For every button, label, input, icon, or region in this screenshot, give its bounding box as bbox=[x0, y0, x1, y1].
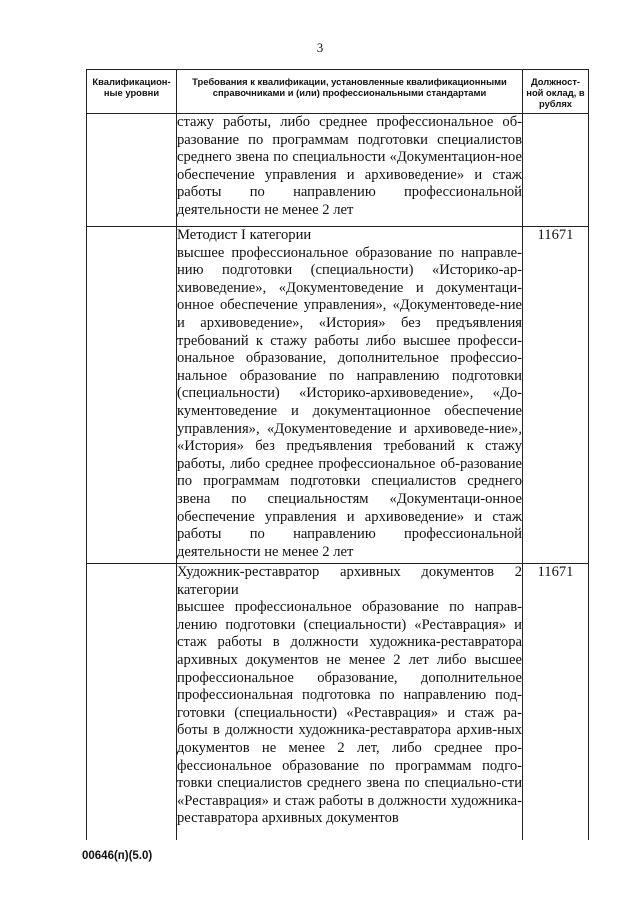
position-title: Методист I категории bbox=[177, 227, 312, 243]
header-requirements: Требования к квалификации, установленные квалификационными справочниками и (или) профессиональными стандартами bbox=[177, 70, 523, 114]
position-title: Художник-реставратор архивных документов 2 категории bbox=[177, 564, 522, 598]
salary-cell bbox=[523, 114, 589, 227]
header-levels: Квалификацион-ные уровни bbox=[87, 70, 177, 114]
requirements-cell bbox=[177, 114, 523, 227]
qualification-table bbox=[86, 69, 589, 840]
requirements-cell bbox=[177, 564, 523, 840]
requirements-text: стажу работы, либо среднее профессиональное об-разование по программам подготовки специалистов среднего звена по специальности «Документацион-ное обеспечение управления и архивоведение» и стаж работы по направлению профессиональной деятельности не менее 2 лет bbox=[177, 114, 522, 218]
page-number: 3 bbox=[316, 40, 324, 55]
requirements-text: высшее профессиональное образование по направле-нию подготовки (специальности) «Историко-ар-хивоведение», «Документоведение и документаци-онное обеспечение управления», «Документоведе-ние и архивоведение», «История» без предъявления требований к стажу работы либо высшее професси-ональное образование, дополнительное профессио-нальное образование по направлению подготовки (специальности) «Историко-архивоведение», «До-кументоведение и документационное обеспечение управления», «Документоведение и архивоведе-ние», «История» без предъявления требований к стажу работы, либо среднее профессиональное об-разование по программам подготовки специалистов среднего звена по специальностям «Документаци-онное обеспечение управления и архивоведение» и стаж работы по направлению профессиональной деятельности не менее 2 лет bbox=[177, 244, 522, 560]
table-row bbox=[87, 564, 589, 840]
table-header-row bbox=[87, 70, 589, 114]
level-cell bbox=[87, 564, 177, 840]
level-cell bbox=[87, 227, 177, 564]
level-cell bbox=[87, 114, 177, 227]
header-salary: Должност-ной оклад, в рублях bbox=[523, 70, 589, 114]
salary-cell: 11671 bbox=[523, 564, 589, 840]
requirements-text: высшее профессиональное образование по направ-лению подготовки (специальности) «Реставрация» и стаж работы в должности художника-реставратора архивных документов не менее 2 лет либо высшее профессиональное образование, дополнительное профессиональная подготовка по направлению под-готовки (специальности) «Реставрация» и стаж ра-боты в должности художника-реставратора архив-ных документов не менее 2 лет, либо среднее про-фессиональное образование по программам подго-товки специалистов среднего звена по специально-сти «Реставрация» и стаж работы в должности художника-реставратора архивных документов bbox=[177, 599, 522, 827]
document-code: 00646(п)(5.0) bbox=[82, 850, 153, 862]
table-row bbox=[87, 227, 589, 564]
table-row bbox=[87, 114, 589, 227]
requirements-cell bbox=[177, 227, 523, 564]
salary-cell: 11671 bbox=[523, 227, 589, 564]
